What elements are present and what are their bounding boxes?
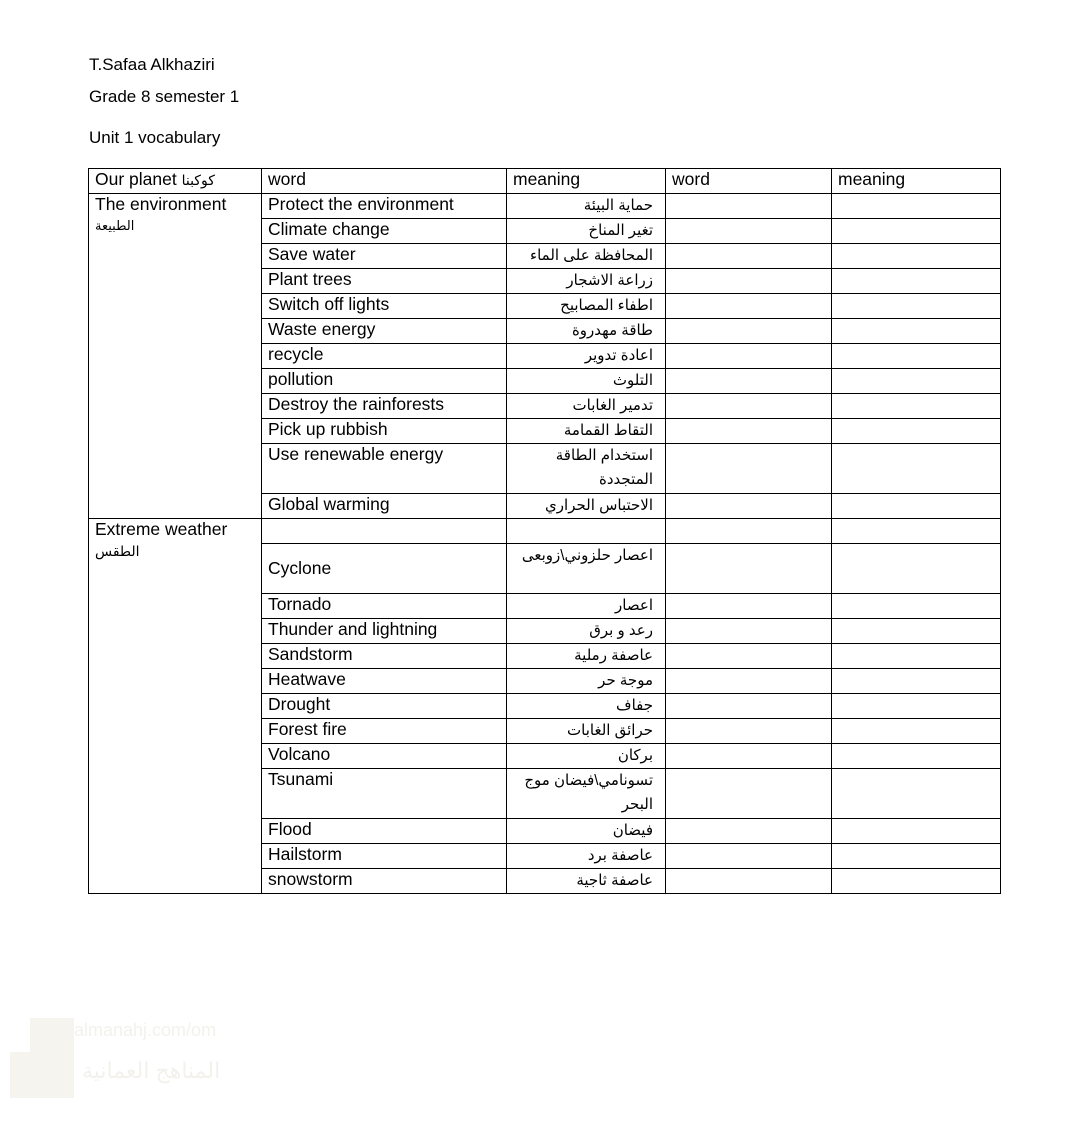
meaning-cell: استخدام الطاقة المتجددة <box>507 444 666 494</box>
table-header-row <box>89 169 1001 194</box>
word-cell: Forest fire <box>262 719 507 744</box>
meaning-cell: حماية البيئة <box>507 194 666 219</box>
empty-word-cell <box>666 644 832 669</box>
meaning-cell: تغير المناخ <box>507 219 666 244</box>
empty-word-cell <box>666 844 832 869</box>
empty-word-cell <box>666 619 832 644</box>
word-cell: Hailstorm <box>262 844 507 869</box>
meaning-cell: التلوث <box>507 369 666 394</box>
meaning-cell: اعادة تدوير <box>507 344 666 369</box>
empty-meaning-cell <box>832 544 1001 594</box>
empty-word-cell <box>666 819 832 844</box>
empty-word-cell <box>666 244 832 269</box>
meaning-cell: موجة حر <box>507 669 666 694</box>
meaning-cell: جفاف <box>507 694 666 719</box>
empty-meaning-cell <box>832 594 1001 619</box>
empty-word-cell <box>666 669 832 694</box>
empty-word-cell <box>666 744 832 769</box>
meaning-cell: عاصفة برد <box>507 844 666 869</box>
meaning-cell: عاصفة ثاجية <box>507 869 666 894</box>
category-label-ar: الطبيعة <box>95 218 135 233</box>
word-cell: Waste energy <box>262 319 507 344</box>
word-cell: Volcano <box>262 744 507 769</box>
header-meaning-1: meaning <box>507 169 666 194</box>
empty-word-cell <box>666 769 832 819</box>
author-name: T.Safaa Alkhaziri <box>89 55 215 74</box>
meaning-cell: الاحتباس الحراري <box>507 494 666 519</box>
empty-meaning-cell <box>832 319 1001 344</box>
empty-word-cell <box>666 544 832 594</box>
empty-word-cell <box>666 594 832 619</box>
empty-meaning-cell <box>832 444 1001 494</box>
watermark-domain: almanahj.com/om <box>74 1020 217 1040</box>
word-cell: Save water <box>262 244 507 269</box>
word-cell: Use renewable energy <box>262 444 507 494</box>
empty-word-cell <box>666 494 832 519</box>
word-cell: snowstorm <box>262 869 507 894</box>
grade-label: Grade 8 semester 1 <box>89 87 240 106</box>
meaning-cell: طاقة مهدروة <box>507 319 666 344</box>
empty-word-cell <box>666 344 832 369</box>
meaning-cell: المحافظة على الماء <box>507 244 666 269</box>
empty-meaning-cell <box>832 744 1001 769</box>
word-cell: Thunder and lightning <box>262 619 507 644</box>
empty-meaning-cell <box>832 269 1001 294</box>
category-cell <box>89 519 262 894</box>
category-label-en: Extreme weather <box>95 519 228 539</box>
category-label-ar: الطقس <box>95 543 140 559</box>
vocabulary-table <box>88 168 1001 894</box>
header-topic-en: Our planet <box>95 169 177 189</box>
empty-word-cell <box>666 869 832 894</box>
word-cell: pollution <box>262 369 507 394</box>
meaning-cell: تسونامي\فيضان موج البحر <box>507 769 666 819</box>
empty-meaning-cell <box>832 669 1001 694</box>
meaning-cell <box>507 519 666 544</box>
word-cell: Cyclone <box>262 544 507 594</box>
word-cell: Drought <box>262 694 507 719</box>
empty-meaning-cell <box>832 419 1001 444</box>
meaning-cell: فيضان <box>507 819 666 844</box>
meaning-cell: عاصفة رملية <box>507 644 666 669</box>
empty-word-cell <box>666 719 832 744</box>
header-topic-ar: كوكبنا <box>181 172 215 188</box>
empty-meaning-cell <box>832 869 1001 894</box>
empty-word-cell <box>666 519 832 544</box>
word-cell: Flood <box>262 819 507 844</box>
empty-word-cell <box>666 269 832 294</box>
meaning-cell: زراعة الاشجار <box>507 269 666 294</box>
empty-meaning-cell <box>832 819 1001 844</box>
empty-meaning-cell <box>832 519 1001 544</box>
empty-word-cell <box>666 319 832 344</box>
empty-word-cell <box>666 694 832 719</box>
meaning-cell: حرائق الغابات <box>507 719 666 744</box>
empty-word-cell <box>666 219 832 244</box>
empty-meaning-cell <box>832 619 1001 644</box>
vocabulary-body <box>89 194 1001 894</box>
watermark <box>10 1018 240 1098</box>
empty-word-cell <box>666 369 832 394</box>
header-word-2: word <box>666 169 832 194</box>
word-cell: Switch off lights <box>262 294 507 319</box>
word-cell: Tornado <box>262 594 507 619</box>
empty-meaning-cell <box>832 294 1001 319</box>
meaning-cell: تدمير الغابات <box>507 394 666 419</box>
meaning-cell: رعد و برق <box>507 619 666 644</box>
header-meaning-2: meaning <box>832 169 1001 194</box>
empty-meaning-cell <box>832 769 1001 819</box>
word-cell: recycle <box>262 344 507 369</box>
watermark-logo-shape <box>10 1052 74 1098</box>
category-label-en: The environment <box>95 194 227 214</box>
empty-word-cell <box>666 294 832 319</box>
watermark-name: المناهج العمانية <box>82 1058 221 1083</box>
empty-word-cell <box>666 394 832 419</box>
empty-meaning-cell <box>832 844 1001 869</box>
word-cell: Pick up rubbish <box>262 419 507 444</box>
table-row <box>89 519 1001 544</box>
empty-meaning-cell <box>832 494 1001 519</box>
empty-meaning-cell <box>832 244 1001 269</box>
category-cell <box>89 194 262 519</box>
meaning-cell: اطفاء المصابيح <box>507 294 666 319</box>
empty-word-cell <box>666 444 832 494</box>
word-cell: Sandstorm <box>262 644 507 669</box>
empty-meaning-cell <box>832 719 1001 744</box>
word-cell <box>262 519 507 544</box>
word-cell: Protect the environment <box>262 194 507 219</box>
unit-title: Unit 1 vocabulary <box>89 128 221 147</box>
word-cell: Tsunami <box>262 769 507 819</box>
word-cell: Global warming <box>262 494 507 519</box>
word-cell: Climate change <box>262 219 507 244</box>
empty-meaning-cell <box>832 394 1001 419</box>
table-row <box>89 194 1001 219</box>
meaning-cell: بركان <box>507 744 666 769</box>
watermark-logo-shape <box>30 1018 74 1056</box>
empty-meaning-cell <box>832 194 1001 219</box>
header-topic <box>89 169 262 194</box>
word-cell: Heatwave <box>262 669 507 694</box>
meaning-cell: التقاط القمامة <box>507 419 666 444</box>
meaning-cell: اعصار حلزوني\زوبعى <box>507 544 666 594</box>
empty-meaning-cell <box>832 644 1001 669</box>
header-word-1: word <box>262 169 507 194</box>
word-cell: Destroy the rainforests <box>262 394 507 419</box>
empty-meaning-cell <box>832 369 1001 394</box>
empty-word-cell <box>666 194 832 219</box>
empty-meaning-cell <box>832 344 1001 369</box>
meaning-cell: اعصار <box>507 594 666 619</box>
empty-word-cell <box>666 419 832 444</box>
empty-meaning-cell <box>832 694 1001 719</box>
word-cell: Plant trees <box>262 269 507 294</box>
empty-meaning-cell <box>832 219 1001 244</box>
